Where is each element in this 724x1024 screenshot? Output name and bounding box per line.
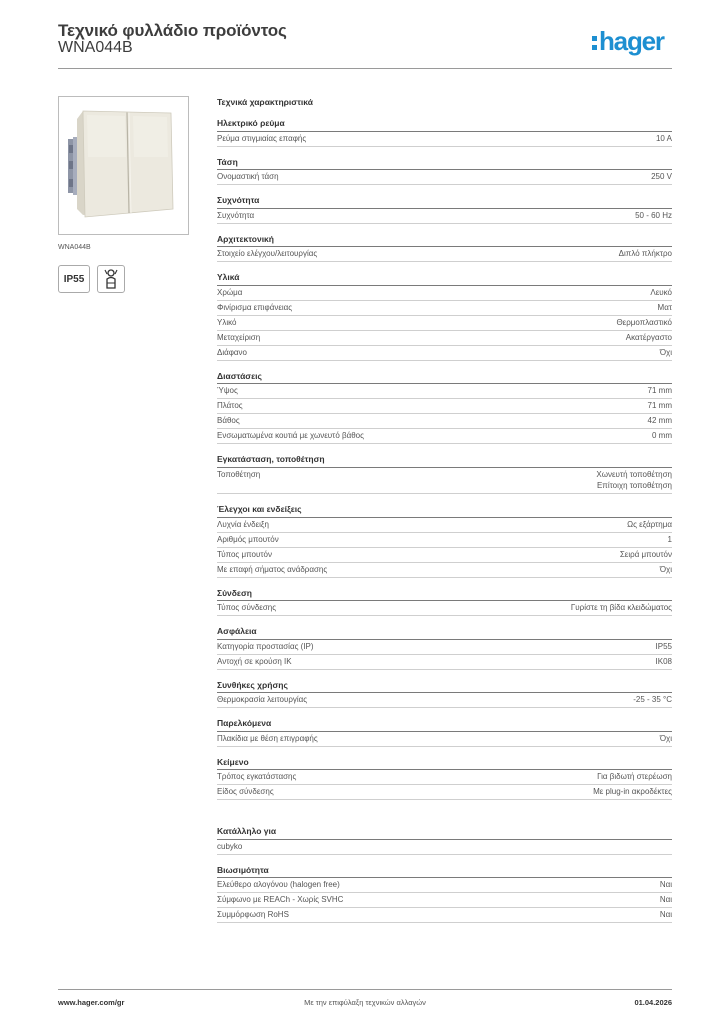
spec-value-line: Ματ xyxy=(657,302,672,312)
spec-value xyxy=(633,694,672,706)
spec-label: Ελεύθερο αλογόνου (halogen free) xyxy=(217,880,340,889)
spec-section xyxy=(217,117,672,147)
spec-value-line: Όχι xyxy=(659,347,672,357)
logo-text: hager xyxy=(599,26,664,56)
spec-label: Ύψος xyxy=(217,386,238,395)
spec-label: Κατηγορία προστασίας (IP) xyxy=(217,641,314,651)
spec-value-line: Ναι xyxy=(659,880,672,889)
spec-row xyxy=(217,346,672,361)
spec-row xyxy=(217,840,672,855)
spec-value-line: 71 mm xyxy=(647,401,672,410)
product-image xyxy=(58,96,189,235)
spec-row xyxy=(217,132,672,147)
spec-value xyxy=(620,549,672,561)
spec-label: Τοποθέτηση xyxy=(217,469,261,479)
spec-section xyxy=(217,453,672,494)
section-title: Παρελκόμενα xyxy=(217,717,672,732)
spec-value xyxy=(660,879,672,891)
spec-value-line: 50 - 60 Hz xyxy=(635,210,672,220)
hager-logo xyxy=(592,28,664,54)
spec-row xyxy=(217,601,672,616)
spec-section xyxy=(217,156,672,186)
spec-value xyxy=(648,415,672,427)
spec-value xyxy=(652,430,672,442)
spec-label: Αντοχή σε κρούση IK xyxy=(217,656,292,666)
spec-value xyxy=(656,656,672,668)
section-title: Υλικά xyxy=(217,271,672,286)
spec-row xyxy=(217,640,672,655)
spec-value-line: Για βιδωτή στερέωση xyxy=(597,772,672,781)
spec-label: Είδος σύνδεσης xyxy=(217,787,274,796)
ip-rating-badge: IP55 xyxy=(58,265,90,293)
spec-value-line: Επίτοιχη τοποθέτηση xyxy=(596,481,672,490)
spec-row xyxy=(217,548,672,563)
spec-section xyxy=(217,825,672,855)
section-title: Σύνδεση xyxy=(217,587,672,602)
spec-section xyxy=(217,756,672,801)
spec-value-line: Χωνευτή τοποθέτηση xyxy=(596,469,672,479)
spec-value xyxy=(648,400,672,412)
spec-label: cubyko xyxy=(217,841,243,851)
spec-row xyxy=(217,533,672,548)
double-rocker-switch-image xyxy=(59,97,189,235)
logo-mark-icon xyxy=(592,36,597,50)
spec-label: Με επαφή σήματος ανάδρασης xyxy=(217,564,328,574)
header-divider xyxy=(58,68,672,69)
spec-value-line: Ναι xyxy=(659,910,672,919)
spec-row xyxy=(217,331,672,346)
section-title: Βιωσιμότητα xyxy=(217,864,672,879)
spec-section xyxy=(217,679,672,709)
spec-section xyxy=(217,271,672,361)
spec-label: Στοιχείο ελέγχου/λειτουργίας xyxy=(217,249,318,258)
spec-value xyxy=(660,733,672,745)
spec-label: Αριθμός μπουτόν xyxy=(217,534,279,544)
spec-row xyxy=(217,316,672,331)
section-gap xyxy=(217,809,672,825)
spec-label: Μεταχείριση xyxy=(217,332,261,342)
spec-value xyxy=(668,534,672,546)
spec-section xyxy=(217,194,672,224)
spec-value-line: Ως εξάρτημα xyxy=(627,519,672,529)
specs-sections xyxy=(217,117,672,923)
spec-label: Χρώμα xyxy=(217,287,243,297)
footer-disclaimer: Με την επιφύλαξη τεχνικών αλλαγών xyxy=(304,998,426,1007)
spec-label: Ονομαστική τάση xyxy=(217,172,279,181)
spec-label: Φινίρισμα επιφάνειας xyxy=(217,302,293,312)
spec-row xyxy=(217,770,672,785)
spec-value-line: Με plug-in ακροδέκτες xyxy=(593,787,672,796)
spec-section xyxy=(217,587,672,617)
spec-value xyxy=(571,602,672,614)
spec-value xyxy=(660,564,672,576)
impact-resistance-icon xyxy=(97,265,125,293)
spec-row xyxy=(217,286,672,301)
spec-value xyxy=(656,641,672,653)
spec-row xyxy=(217,429,672,444)
spec-value-line: Σειρά μπουτόν xyxy=(619,549,672,559)
spec-value-line: 0 mm xyxy=(652,431,672,440)
spec-row xyxy=(217,209,672,224)
spec-value-line: 42 mm xyxy=(647,416,672,425)
spec-label: Συχνότητα xyxy=(217,210,255,220)
section-title: Ασφάλεια xyxy=(217,625,672,640)
page-title: Τεχνικό φυλλάδιο προϊόντος xyxy=(58,21,287,40)
section-title: Εγκατάσταση, τοποθέτηση xyxy=(217,453,672,468)
spec-row xyxy=(217,301,672,316)
spec-value-line: -25 - 35 °C xyxy=(633,695,672,704)
section-title: Αρχιτεκτονική xyxy=(217,233,672,248)
spec-value xyxy=(650,287,672,299)
spec-section xyxy=(217,625,672,670)
spec-row xyxy=(217,732,672,747)
spec-label: Διάφανο xyxy=(217,347,248,357)
spec-label: Λυχνία ένδειξη xyxy=(217,519,269,529)
spec-row xyxy=(217,468,672,495)
section-title: Ηλεκτρικό ρεύμα xyxy=(217,117,672,132)
section-title: Κατάλληλο για xyxy=(217,825,672,840)
spec-value-line: 10 A xyxy=(655,133,672,143)
spec-value-line: Γυρίστε τη βίδα κλειδώματος xyxy=(570,603,672,612)
section-title: Διαστάσεις xyxy=(217,370,672,385)
section-title: Τάση xyxy=(217,156,672,171)
spec-value xyxy=(648,385,672,397)
spec-section xyxy=(217,233,672,263)
spec-row xyxy=(217,785,672,800)
specs-title: Τεχνικά χαρακτηριστικά xyxy=(217,97,313,107)
image-caption: WNA044B xyxy=(58,244,91,251)
footer-divider xyxy=(58,989,672,990)
spec-row xyxy=(217,247,672,262)
footer xyxy=(58,998,672,1010)
spec-label: Σύμφωνο με REACh - Χωρίς SVHC xyxy=(217,895,344,904)
spec-value-line: Όχι xyxy=(659,733,672,743)
spec-label: Ρεύμα στιγμιαίας επαφής xyxy=(217,133,307,143)
spec-value-line: IP55 xyxy=(655,641,672,651)
spec-section xyxy=(217,864,672,924)
spec-row xyxy=(217,878,672,893)
spec-value xyxy=(627,519,672,531)
spec-value xyxy=(651,171,672,183)
spec-label: Θερμοκρασία λειτουργίας xyxy=(217,695,308,704)
spec-value-line: Λευκό xyxy=(650,287,672,297)
spec-value xyxy=(660,347,672,359)
spec-value-line: Διπλό πλήκτρο xyxy=(618,249,672,258)
spec-row xyxy=(217,908,672,923)
spec-label: Ενσωματωμένα κουτιά με χωνευτό βάθος xyxy=(217,431,364,440)
spec-value xyxy=(660,909,672,921)
spec-value-line: 250 V xyxy=(651,172,672,181)
spec-value-line: 71 mm xyxy=(647,386,672,395)
spec-value xyxy=(619,248,672,260)
spec-row xyxy=(217,893,672,908)
spec-label: Πλάτος xyxy=(217,401,243,410)
technical-specifications xyxy=(217,97,672,932)
spec-value-line: IK08 xyxy=(655,656,672,666)
spec-label: Πλακίδια με θέση επιγραφής xyxy=(217,733,318,743)
spec-section xyxy=(217,370,672,445)
spec-value-line: Ναι xyxy=(659,895,672,904)
spec-value xyxy=(658,302,672,314)
spec-label: Συμμόρφωση RoHS xyxy=(217,910,289,919)
spec-row xyxy=(217,384,672,399)
section-title: Συνθήκες χρήσης xyxy=(217,679,672,694)
footer-date: 01.04.2026 xyxy=(634,998,672,1007)
spec-value-line: Θερμοπλαστικό xyxy=(616,317,672,327)
spec-value xyxy=(656,133,672,145)
product-code: WNA044B xyxy=(58,39,133,56)
spec-label: Τύπος σύνδεσης xyxy=(217,603,277,612)
spec-value xyxy=(596,469,672,492)
section-title: Συχνότητα xyxy=(217,194,672,209)
spec-value xyxy=(593,786,672,798)
spec-row xyxy=(217,414,672,429)
spec-row xyxy=(217,518,672,533)
section-title: Έλεγχοι και ενδείξεις xyxy=(217,503,672,518)
spec-label: Βάθος xyxy=(217,416,240,425)
spec-label: Τύπος μπουτόν xyxy=(217,549,272,559)
spec-value xyxy=(597,771,672,783)
spec-value xyxy=(635,210,672,222)
spec-section xyxy=(217,717,672,747)
spec-label: Τρόπος εγκατάστασης xyxy=(217,772,297,781)
spec-row xyxy=(217,399,672,414)
section-title: Κείμενο xyxy=(217,756,672,771)
spec-row xyxy=(217,170,672,185)
spec-value-line: Όχι xyxy=(659,564,672,574)
spec-row xyxy=(217,693,672,708)
spec-value xyxy=(660,894,672,906)
spec-value-line: 1 xyxy=(667,534,672,544)
spec-section xyxy=(217,503,672,578)
spec-row xyxy=(217,563,672,578)
spec-label: Υλικό xyxy=(217,317,237,327)
spec-value xyxy=(616,317,672,329)
spec-value-line: Ακατέργαστο xyxy=(625,332,672,342)
spec-value xyxy=(626,332,672,344)
footer-website-link[interactable]: www.hager.com/gr xyxy=(58,998,125,1007)
spec-row xyxy=(217,655,672,670)
